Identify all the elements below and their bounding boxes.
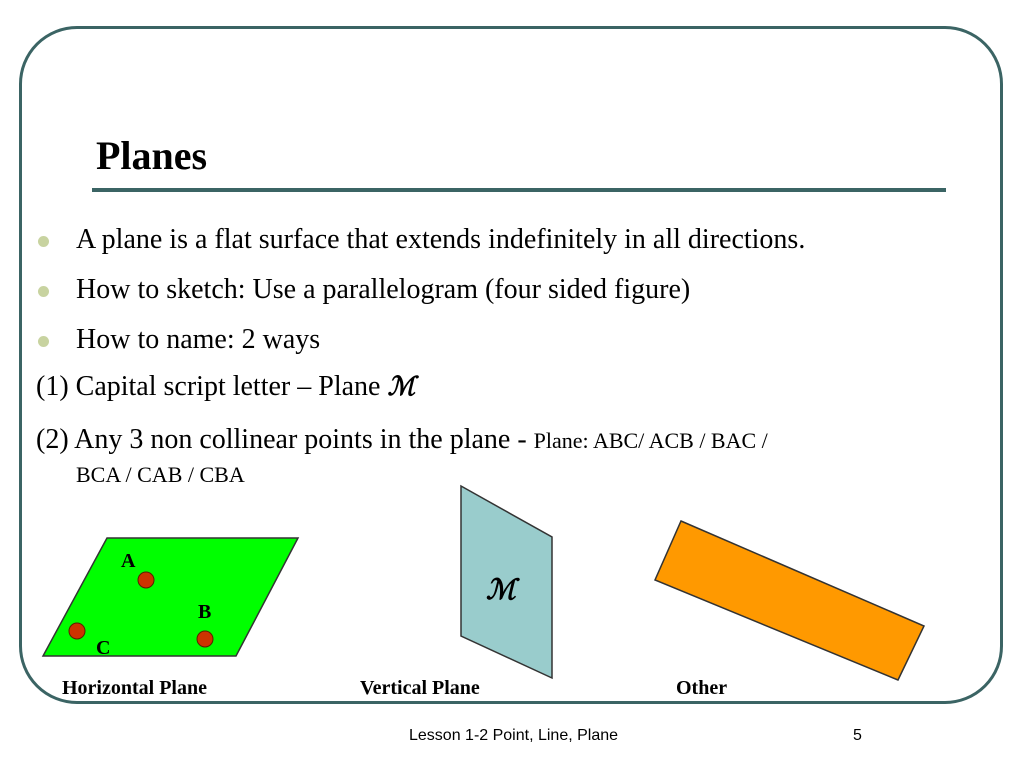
naming-way-1-text: (1) Capital script letter – Plane (36, 371, 388, 402)
footer-lesson-title: Lesson 1-2 Point, Line, Plane (409, 727, 619, 744)
horizontal-plane-caption: Horizontal Plane (62, 677, 207, 699)
point-c-label: C (96, 637, 111, 659)
naming-way-2-examples-cont: BCA / CAB / CBA (76, 462, 245, 487)
vertical-plane-caption: Vertical Plane (360, 677, 480, 699)
other-plane-shape (655, 521, 924, 680)
point-a-label: A (121, 550, 136, 572)
naming-way-2-text: (2) Any 3 non collinear points in the plane - (36, 424, 534, 455)
bullet-text: How to sketch: Use a parallelogram (four sided figure) (76, 274, 691, 305)
point-c-dot (69, 623, 85, 639)
slide-title: Planes (96, 133, 208, 178)
other-plane-caption: Other (676, 677, 728, 699)
bullet-text: A plane is a flat surface that extends indefinitely in all directions. (76, 224, 806, 255)
script-m-letter: ℳ (387, 372, 416, 402)
point-a-dot (138, 572, 154, 588)
point-b-label: B (198, 601, 212, 623)
footer-page-number: 5 (853, 727, 862, 744)
vertical-plane-script-m: ℳ (486, 573, 516, 606)
bullet-text: How to name: 2 ways (76, 324, 321, 355)
naming-way-2-examples: Plane: ABC/ ACB / BAC / (533, 428, 768, 453)
point-b-dot (197, 631, 213, 647)
